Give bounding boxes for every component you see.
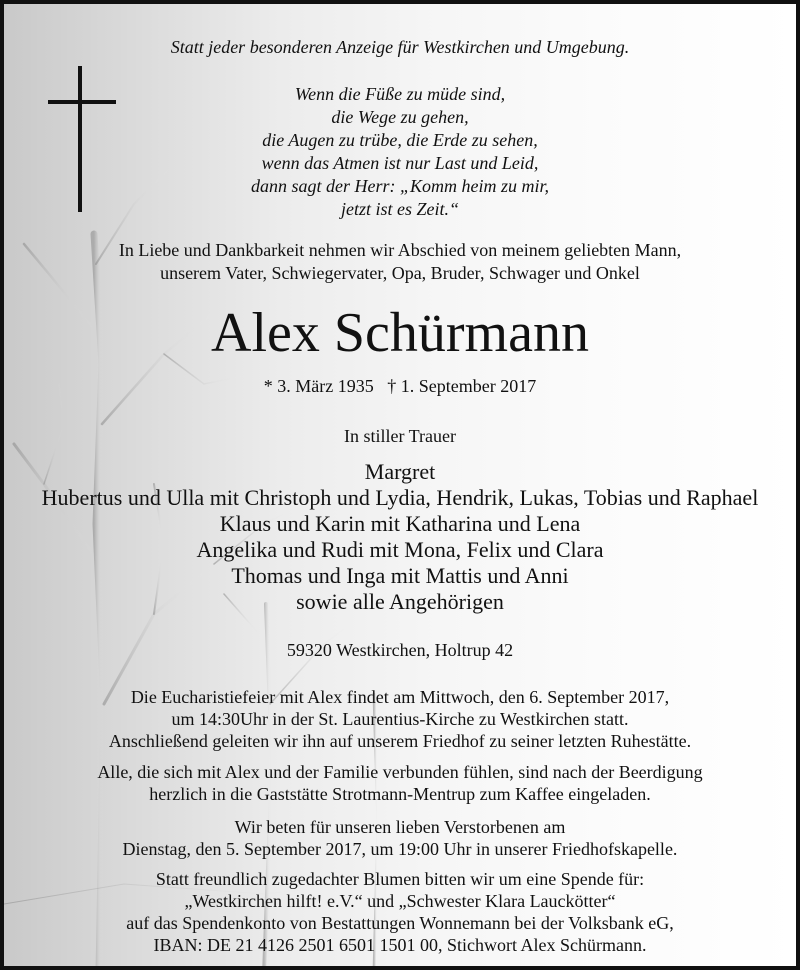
notice-text xyxy=(4,4,796,966)
address-line: 59320 Westkirchen, Holtrup 42 xyxy=(286,640,514,660)
donation-line: IBAN: DE 21 4126 2501 6501 1501 00, Stichwort Alex Schürmann. xyxy=(153,935,647,955)
poem-line: wenn das Atmen ist nur Last und Leid, xyxy=(261,153,539,173)
life-dates: * 3. März 1935 † 1. September 2017 xyxy=(263,376,537,396)
family-line: Angelika und Rudi mit Mona, Felix und Clara xyxy=(196,537,604,562)
donation-line: Statt freundlich zugedachter Blumen bitten wir um eine Spende für: xyxy=(155,869,645,889)
coffee-line: herzlich in die Gaststätte Strotmann-Mentrup zum Kaffee eingeladen. xyxy=(149,784,651,804)
family-line: Klaus und Karin mit Katharina und Lena xyxy=(219,511,581,536)
intro-line: unserem Vater, Schwiegervater, Opa, Bruder, Schwager und Onkel xyxy=(160,263,640,283)
mass-line: Anschließend geleiten wir ihn auf unserem Friedhof zu seiner letzten Ruhestätte. xyxy=(108,731,692,751)
poem-line: dann sagt der Herr: „Komm heim zu mir, xyxy=(250,176,549,196)
intro-line: In Liebe und Dankbarkeit nehmen wir Abschied von meinem geliebten Mann, xyxy=(118,240,682,260)
prayer-line: Dienstag, den 5. September 2017, um 19:00 Uhr in unserer Friedhofskapelle. xyxy=(122,839,678,859)
coffee-line: Alle, die sich mit Alex und der Familie verbunden fühlen, sind nach der Beerdigung xyxy=(97,762,703,782)
prayer-line: Wir beten für unseren lieben Verstorbenen am xyxy=(234,817,566,837)
poem-line: die Augen zu trübe, die Erde zu sehen, xyxy=(262,130,538,150)
deceased-name: Alex Schürmann xyxy=(211,302,589,364)
family-line: Margret xyxy=(364,459,436,484)
header-line: Statt jeder besonderen Anzeige für Westkirchen und Umgebung. xyxy=(170,37,630,57)
mourning-line: In stiller Trauer xyxy=(344,426,456,446)
poem-line: jetzt ist es Zeit.“ xyxy=(340,199,459,219)
mass-line: Die Eucharistiefeier mit Alex findet am Mittwoch, den 6. September 2017, xyxy=(130,687,670,707)
donation-line: auf das Spendenkonto von Bestattungen Wonnemann bei der Volksbank eG, xyxy=(126,913,674,933)
family-line: sowie alle Angehörigen xyxy=(296,589,504,614)
mass-line: um 14:30Uhr in der St. Laurentius-Kirche zu Westkirchen statt. xyxy=(171,709,629,729)
poem-line: die Wege zu gehen, xyxy=(331,107,469,127)
poem-line: Wenn die Füße zu müde sind, xyxy=(294,84,506,104)
family-line: Thomas und Inga mit Mattis und Anni xyxy=(231,563,569,588)
family-line: Hubertus und Ulla mit Christoph und Lydia, Hendrik, Lukas, Tobias und Raphael xyxy=(41,485,759,510)
donation-line: „Westkirchen hilft! e.V.“ und „Schwester Klara Lauckötter“ xyxy=(184,891,616,911)
